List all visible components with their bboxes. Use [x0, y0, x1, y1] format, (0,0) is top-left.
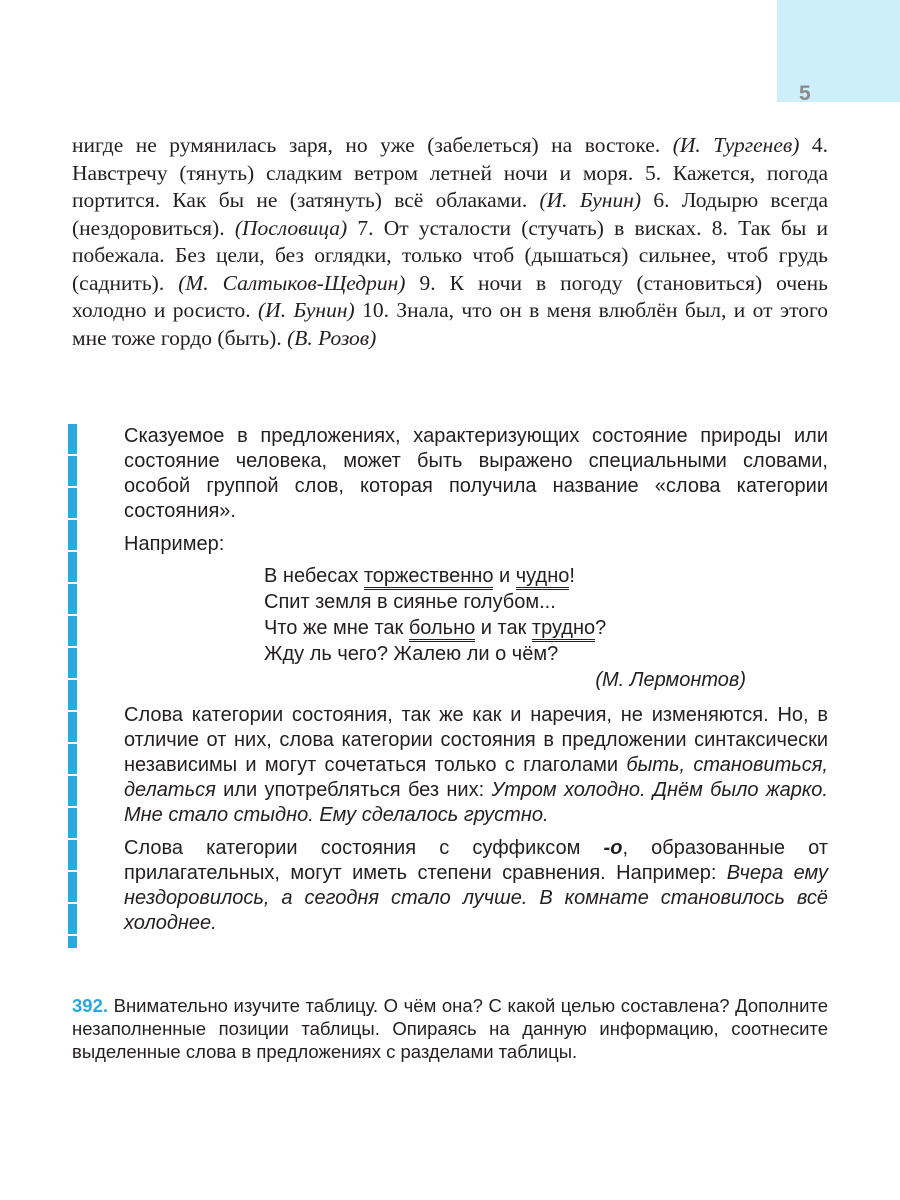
- exercise-text: [72, 132, 828, 352]
- author-citation: (М. Салтыков-Щедрин): [178, 270, 406, 295]
- exercise-continuation: [72, 132, 828, 352]
- text-span: нигде не румянилась заря, но уже (забелеться) на востоке.: [72, 133, 673, 157]
- author-citation: (И. Бунин): [539, 188, 642, 212]
- text-span: Слова категории состояния, так же как и наречия, не изменяются. Но, в отличие от них, слова категории состояния в предложении синтаксически независимы и могут сочетаться только с глаголами: [124, 704, 828, 776]
- text-span: и: [493, 565, 516, 587]
- italic-examples: Утром холодно. Днём было жарко. Мне стало стыдно. Ему сделалось грустно.: [124, 779, 828, 826]
- text-span: или употребляться без них:: [215, 779, 492, 801]
- italic-verbs: быть, становиться, делаться: [124, 754, 828, 801]
- highlighted-word: чудно: [516, 565, 570, 590]
- text-span: 10. Знала, что он в меня влюблён был, и от этого мне тоже гордо (быть).: [72, 298, 829, 350]
- corner-decoration: [777, 0, 900, 102]
- text-span: и так: [475, 617, 532, 639]
- text-span: , образованные от прилагательных, могут иметь степени сравнения. Например:: [124, 837, 829, 884]
- suffix: -о: [603, 837, 623, 859]
- rule-text: [124, 424, 828, 944]
- author-citation: (Пословица): [234, 215, 348, 240]
- highlighted-word: трудно: [532, 617, 595, 642]
- author-citation: (В. Розов): [287, 325, 377, 350]
- author-citation: (И. Бунин): [258, 298, 355, 322]
- highlighted-word: торжественно: [364, 565, 494, 590]
- rule-paragraph-2: [124, 703, 828, 828]
- text-span: 9. К ночи в погоду (становиться) очень холодно и росисто.: [72, 270, 828, 322]
- text-span: ?: [595, 617, 607, 639]
- rule-accent-bar: [68, 424, 77, 948]
- poem-line-4: Жду ль чего? Жалею ли о чём?: [264, 643, 559, 665]
- page-number: 5: [799, 82, 811, 105]
- exercise-392: [72, 994, 828, 1063]
- text-span: 4. Навстречу (тянуть) сладким ветром летней ночи и моря. 5. Кажется, погода портится. Как бы не (затянуть) всё облаками.: [72, 133, 829, 212]
- text-span: !: [569, 565, 575, 587]
- rule-paragraph-3: [124, 836, 828, 936]
- author-citation: (И. Тургенев): [672, 133, 800, 157]
- example-intro: Например:: [124, 533, 225, 555]
- poem-line-3: [264, 615, 828, 641]
- poem-line-1: [264, 563, 828, 589]
- text-span: 7. От усталости (стучать) в висках. 8. Так бы и побежала. Без цели, без оглядки, только чтоб (дышаться) сильнее, чтоб грудь (саднить).: [72, 215, 829, 295]
- poem-line-2: Спит земля в сиянье голубом...: [264, 591, 556, 613]
- text-span: Слова категории состояния с суффиксом: [124, 837, 604, 859]
- poem-quote: [264, 563, 828, 693]
- poem-author: (М. Лермонтов): [595, 669, 746, 691]
- italic-examples: Вчера ему нездоровилось, а сегодня стало лучше. В комнате становилось всё холоднее.: [124, 862, 828, 934]
- rule-paragraph-1: Сказуемое в предложениях, характеризующих состояние природы или состояние человека, может быть выражено специальными словами, особой группой слов, которая получила название «слова категории состояния».: [124, 425, 828, 522]
- exercise-number: 392.: [72, 995, 109, 1016]
- highlighted-word: больно: [409, 617, 475, 642]
- rule-box: [68, 424, 830, 948]
- exercise-instructions: Внимательно изучите таблицу. О чём она? С какой целью составлена? Дополните незаполненные позиции таблицы. Опираясь на данную информацию, соотнесите выделенные слова в предложениях с разделами таблицы.: [72, 995, 828, 1062]
- text-span: В небесах: [264, 565, 364, 587]
- text-span: Что же мне так: [264, 617, 409, 639]
- text-span: 6. Лодырю всегда (нездоровиться).: [72, 188, 829, 240]
